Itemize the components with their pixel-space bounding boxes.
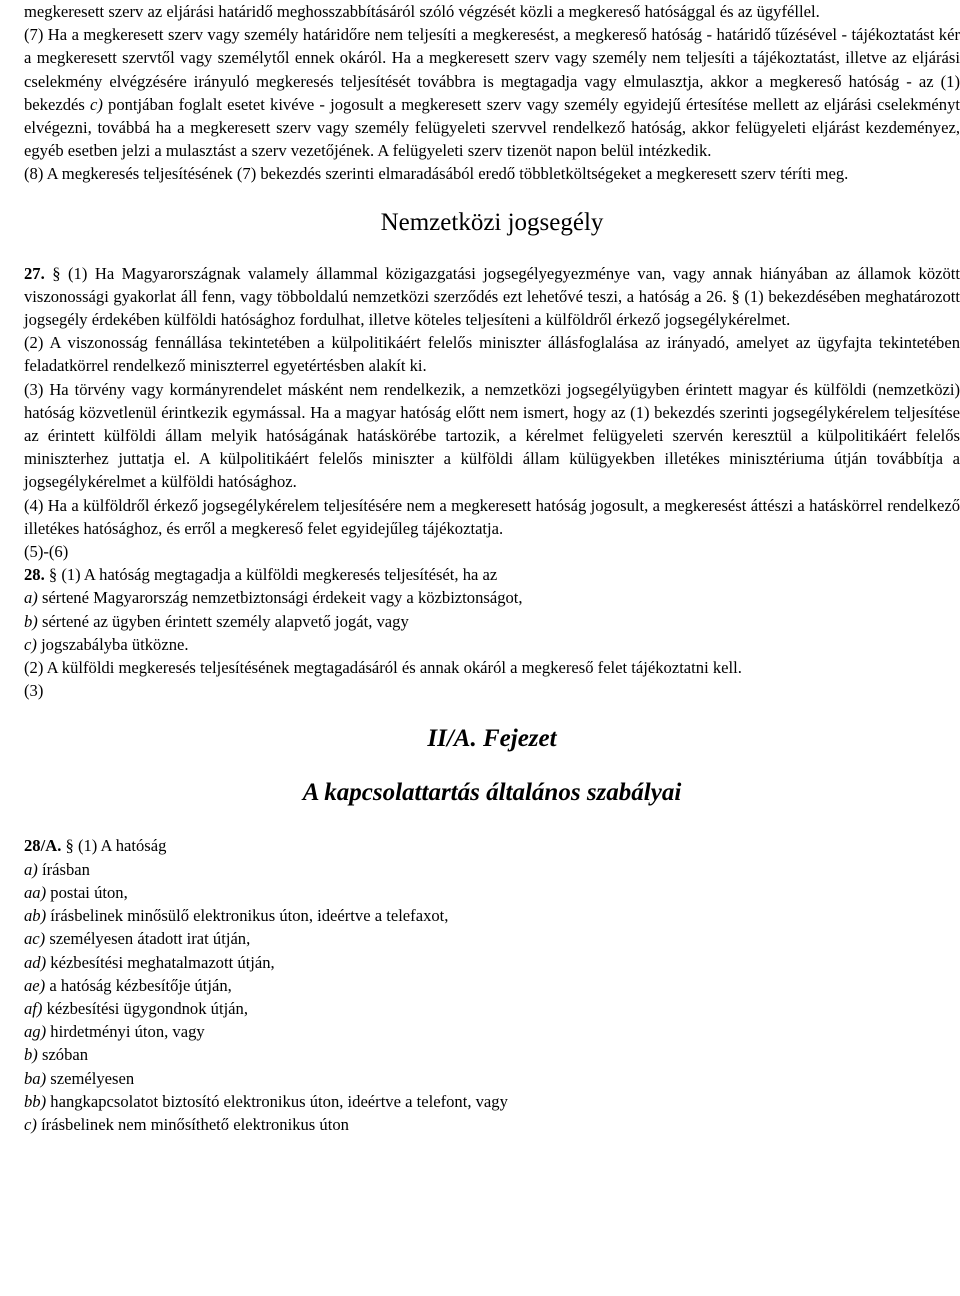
list-item-text: személyesen: [50, 1068, 135, 1088]
section-28-paragraph-2: (2) A külföldi megkeresés teljesítésének megtagadásáról és annak okáról a megkereső felet tájékoztatni kell.: [24, 658, 742, 678]
section-28-point-c: c) jogszabályba ütközne.: [24, 634, 189, 654]
section-28a-item-list: [24, 858, 960, 1136]
list-item: [24, 1067, 960, 1090]
list-item-label: ae): [24, 975, 46, 995]
paragraph-continuation: megkeresett szerv az eljárási határidő meghosszabbításáról szóló végzését közli a megkereső hatósággal és az ügyféllel.: [24, 2, 820, 21]
list-item: [24, 904, 960, 927]
chapter-title: A kapcsolattartás általános szabályai: [302, 779, 682, 807]
list-item: [24, 1090, 960, 1113]
chapter-number: II/A. Fejezet: [427, 725, 557, 753]
list-item-label: ac): [24, 929, 46, 949]
list-item-label: ag): [24, 1022, 47, 1042]
list-item-text: postai úton,: [50, 882, 128, 902]
section-27-paragraph-5-6: (5)-(6): [24, 542, 69, 562]
section-27-paragraph-3: (3) Ha törvény vagy kormányrendelet másként nem rendelkezik, a nemzetközi jogsegélyügyben érintett magyar és külföldi (nemzetközi) hatóság közvetlenül érintkezik egymással. Ha a magyar hatóság előtt nem ismert, hogy az (1) bekezdés szerinti jogsegélykérelem teljesítése az érintett külföldi állam melyik hatóságának hatáskörébe tartozik, a kérelmet felügyeleti szervén keresztül a külpolitikáért felelős miniszterhez juttatja el. A külpolitikáért felelős miniszter a külföldi állam külügyekben illetékes minisztériuma útján továbbítja a jogsegélykérelmet a külföldi hatósághoz.: [24, 379, 960, 492]
list-item: [24, 1113, 960, 1136]
list-item-label: ba): [24, 1068, 47, 1088]
list-item-label: c): [24, 1114, 37, 1134]
list-item: [24, 1043, 960, 1066]
section-27-paragraph-2: (2) A viszonosság fennállása tekintetében a külpolitikáért felelős miniszter állásfoglalása az irányadó, amelyet az ügyfajta tekintetében feladatkörrel rendelkező miniszterrel egyetértésben alakít ki.: [24, 333, 960, 376]
list-item-label: ad): [24, 952, 47, 972]
list-item: [24, 997, 960, 1020]
list-item-label: ab): [24, 906, 47, 926]
list-item: [24, 881, 960, 904]
list-item-text: a hatóság kézbesítője útján,: [49, 975, 232, 995]
section-28-paragraph-1: 28. § (1) A hatóság megtagadja a külföldi megkeresés teljesítését, ha az: [24, 565, 498, 585]
list-item-text: írásbelinek nem minősíthető elektronikus úton: [41, 1114, 349, 1134]
paragraph-8: (8) A megkeresés teljesítésének (7) bekezdés szerinti elmaradásából eredő többletköltségeket a megkeresett szerv téríti meg.: [24, 164, 849, 184]
list-item-text: hirdetményi úton, vagy: [50, 1022, 205, 1042]
list-item-text: írásban: [41, 859, 90, 879]
section-27-paragraph-1: 27. § (1) Ha Magyarországnak valamely állammal közigazgatási jogsegélyegyezménye van, vagy annak hiányában az államok között viszonossági gyakorlat áll fenn, vagy többoldalú nemzetközi szerződés ezt lehetővé teszi, a hatóság a 26. § (1) bekezdésében meghatározott jogsegély érdekében külföldi hatósághoz fordulhat, illetve köteles teljesíteni a külföldről érkező jogsegélykérelmet.: [24, 263, 960, 330]
paragraph-7: (7) Ha a megkeresett szerv vagy személy határidőre nem teljesíti a megkeresést, a megkereső hatóság - határidő tűzésével - tájékoztatást kér a megkeresett szervtől vagy személytől ennek okáról. Ha a megkeresett szerv vagy személy nem teljesíti a tájékoztatást, illetve az eljárási cselekmény elvégzésére irányuló megkeresés teljesítését továbbra is megtagadja vagy elmulasztja, akkor a megkereső hatóság - az (1) bekezdés c) pontjában foglalt esetet kivéve - jogosult a megkeresett szerv vagy személy egyidejű értesítése mellett az eljárási cselekményt elvégezni, továbbá ha a megkeresett szerv vagy személy felügyeleti szervvel rendelkező hatóság, akkor felügyeleti eljárást kezdeményez, egyéb esetben jelzi a mulasztást a szerv vezetőjének. A felügyeleti szerv tizenöt napon belül intézkedik.: [24, 25, 960, 161]
section-27-paragraph-4: (4) Ha a külföldről érkező jogsegélykérelem teljesítésére nem a megkeresett hatóság jogosult, a megkeresést áttészi a hatáskörrel rendelkező illetékes hatósághoz, és erről a megkereső felet egyidejűleg tájékoztatja.: [24, 495, 960, 538]
list-item-text: kézbesítési meghatalmazott útján,: [50, 952, 275, 972]
section-28-paragraph-3: (3): [24, 681, 44, 701]
list-item-label: aa): [24, 882, 47, 902]
list-item-label: af): [24, 998, 43, 1018]
list-item-text: kézbesítési ügygondnok útján,: [46, 998, 248, 1018]
list-item: [24, 927, 960, 950]
document-page: [24, 0, 960, 1136]
list-item-label: b): [24, 1045, 38, 1065]
list-item-text: hangkapcsolatot biztosító elektronikus úton, ideértve a telefont, vagy: [50, 1091, 508, 1111]
section-28-point-b: b) sértené az ügyben érintett személy alapvető jogát, vagy: [24, 611, 409, 631]
list-item-label: a): [24, 859, 38, 879]
section-28-point-a: a) sértené Magyarország nemzetbiztonsági érdekeit vagy a közbiztonságot,: [24, 588, 523, 608]
list-item-label: bb): [24, 1091, 47, 1111]
list-item-text: személyesen átadott irat útján,: [49, 929, 251, 949]
section-28a-paragraph-1: 28/A. § (1) A hatóság: [24, 836, 167, 856]
list-item-text: írásbelinek minősülő elektronikus úton, ideértve a telefaxot,: [50, 906, 449, 926]
list-item: [24, 1020, 960, 1043]
list-item: [24, 974, 960, 997]
section-title: Nemzetközi jogsegély: [380, 208, 604, 236]
list-item: [24, 858, 960, 881]
list-item-text: szóban: [41, 1045, 89, 1065]
list-item: [24, 951, 960, 974]
